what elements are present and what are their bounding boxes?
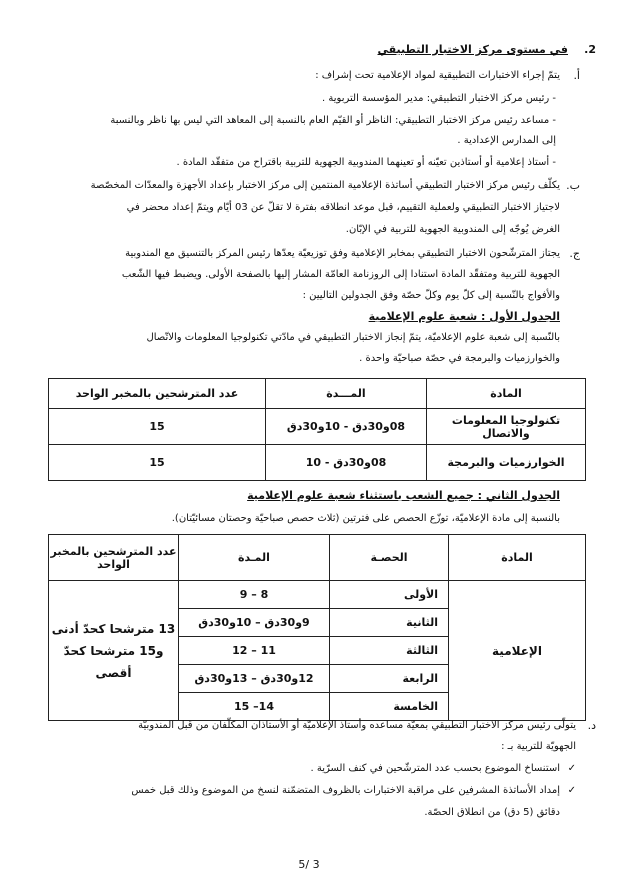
table2-header-candidates: عدد المترشحين بالمخبر الواحد: [49, 535, 179, 581]
table-row: [49, 409, 586, 445]
table1-desc-line-1: بالنّسبة إلى شعبة علوم الإعلاميّة، يتمّ إنجاز الاختبار التطبيقي في مادّتي تكنولوجيا المعلومات والاتّصال: [146, 332, 560, 343]
table1-header-row: [49, 379, 586, 409]
item-d-check-2-cont: دقائق (5 دق) من انطلاق الحصّة.: [424, 807, 560, 818]
item-c-line-3: والأفواج بالنّسبة إلى كلّ يوم وكلّ حصّة وفق الجدولين التاليين :: [302, 290, 560, 301]
item-b-line-3: الغرض يُوجّه إلى المندوبية الجهوية للتربية في الإبّان.: [345, 224, 560, 235]
item-d-marker: د.: [587, 719, 596, 732]
item-a-bullet-3: - أستاذ إعلامية أو أستاذين تعيّنه أو تعينهما المندوبية الجهوية للتربية باقتراح من متفقّد المادة .: [176, 157, 556, 168]
table1-title: الجدول الأول : شعبة علوم الإعلامية: [368, 310, 560, 323]
check-icon: ✓: [567, 763, 576, 774]
table2-cell-duration: 12و30دق – 13و30دق: [179, 665, 330, 693]
table2-cell-duration: 9و30دق – 10و30دق: [179, 609, 330, 637]
item-a-marker: أ.: [573, 69, 580, 82]
table2-header-row: [49, 535, 586, 581]
table1-header-subject: المادة: [427, 379, 586, 409]
item-b-marker: ب.: [566, 179, 580, 192]
item-c-line-1: يجتاز المترشّحون الاختبار التطبيقي بمخابر الإعلامية وفق توزيعيّة يعدّها رئيس المركز بالتنسيق مع المندوبية: [125, 248, 560, 259]
item-a-intro: يتمّ إجراء الاختبارات التطبيقية لمواد الإعلامية تحت إشراف :: [315, 70, 560, 81]
item-d-check-2: إمداد الأساتذة المشرفين على مراقبة الاختبارات بالظروف المتضمّنة لنسخ من الموضوع وذلك قبل خمس: [131, 785, 560, 796]
table2-cell-session: الرابعة: [330, 665, 449, 693]
table2-header-duration: المـدة: [179, 535, 330, 581]
table-row: [49, 445, 586, 481]
section-title: في مستوى مركز الاختبار التطبيقي: [377, 43, 568, 56]
table1-cell-candidates: 15: [49, 445, 266, 481]
table2: [48, 534, 586, 721]
item-d-line-2: الجهويّة للتربية بـ :: [501, 741, 576, 752]
item-b-line-1: يكلّف رئيس مركز الاختبار التطبيقي أساتذة الإعلامية المنتمين إلى مركز الاختبار بإعداد الأجهزة والمعدّات المخصّصة: [90, 180, 560, 191]
table-row: [49, 581, 586, 609]
item-a-bullet-2: - مساعد رئيس مركز الاختبار التطبيقي: الناظر أو القيّم العام بالنسبة إلى المعاهد التي ليس بها ناظر وبالنسبة: [110, 115, 556, 126]
table2-header-session: الحصـة: [330, 535, 449, 581]
table2-cell-duration: 14– 15: [179, 693, 330, 721]
table2-candidates-line-1: 13 مترشحا كحدّ أدنى: [51, 621, 176, 636]
item-d-check-1: استنساخ الموضوع بحسب عدد المترشّحين في كنف السرّية .: [310, 763, 560, 774]
table1-desc-line-2: والخوارزميات والبرمجة في حصّة صباحيّة واحدة .: [359, 353, 560, 364]
item-a-bullet-1: - رئيس مركز الاختبار التطبيقي: مدير المؤسسة التربوية .: [322, 93, 556, 104]
table1-cell-duration: 08و30دق - 10و30دق: [266, 409, 427, 445]
item-a-bullet-2-cont: إلى المدارس الإعدادية .: [457, 135, 556, 146]
table1-cell-candidates: 15: [49, 409, 266, 445]
table2-cell-duration: 8 – 9: [179, 581, 330, 609]
table1-cell-subject: الخوارزميات والبرمجة: [427, 445, 586, 481]
check-icon: ✓: [567, 785, 576, 796]
table1-cell-subject: تكنولوجيا المعلومات والاتصال: [427, 409, 586, 445]
table2-cell-session: الثالثة: [330, 637, 449, 665]
item-d-line-1: يتولّى رئيس مركز الاختبار التطبيقي بمعيّة مساعده وأستاذ الإعلاميّة أو الأستاذان المكلّفان من قبل المندوبيّة: [138, 720, 576, 731]
table2-desc: بالنسبة إلى مادة الإعلاميّة، توزّع الحصص على فترتين (ثلاث حصص صباحيّة وحصتان مسائيّتان).: [171, 513, 560, 524]
table1-header-candidates: عدد المترشحين بالمخبر الواحد: [49, 379, 266, 409]
item-c-marker: ج.: [569, 247, 580, 260]
section-number: 2.: [584, 43, 596, 56]
table2-cell-session: الثانية: [330, 609, 449, 637]
table1-cell-duration: 08و30دق - 10: [266, 445, 427, 481]
table2-cell-subject: الإعلامية: [449, 581, 586, 721]
table2-title: الجدول الثاني : جميع الشعب باستثناء شعبة علوم الإعلامية: [247, 489, 560, 502]
table2-cell-duration: 11 – 12: [179, 637, 330, 665]
table1-header-duration: المـــدة: [266, 379, 427, 409]
table2-cell-session: الأولى: [330, 581, 449, 609]
table2-candidates-line-2: و15 مترشحا كحدّ: [63, 643, 164, 658]
item-b-line-2: لاجتياز الاختبار التطبيقي ولعملية التقييم، قبل موعد انطلاقه بفترة لا تقلّ عن 03 أيّام ويتمّ إعداد محضر في: [126, 202, 560, 213]
table2-cell-candidates: [49, 581, 179, 721]
table2-cell-session: الخامسة: [330, 693, 449, 721]
table2-header-subject: المادة: [449, 535, 586, 581]
page-number: 5/ 3: [298, 858, 320, 871]
item-c-line-2: الجهوية للتربية ومتفقّد المادة استنادا إلى الروزنامة العامّة المشار إليها بالصفحة الأولى. ويضبط فيها الشّعب: [121, 269, 560, 280]
table1: [48, 378, 586, 481]
table2-candidates-line-3: أقصى: [95, 665, 132, 680]
